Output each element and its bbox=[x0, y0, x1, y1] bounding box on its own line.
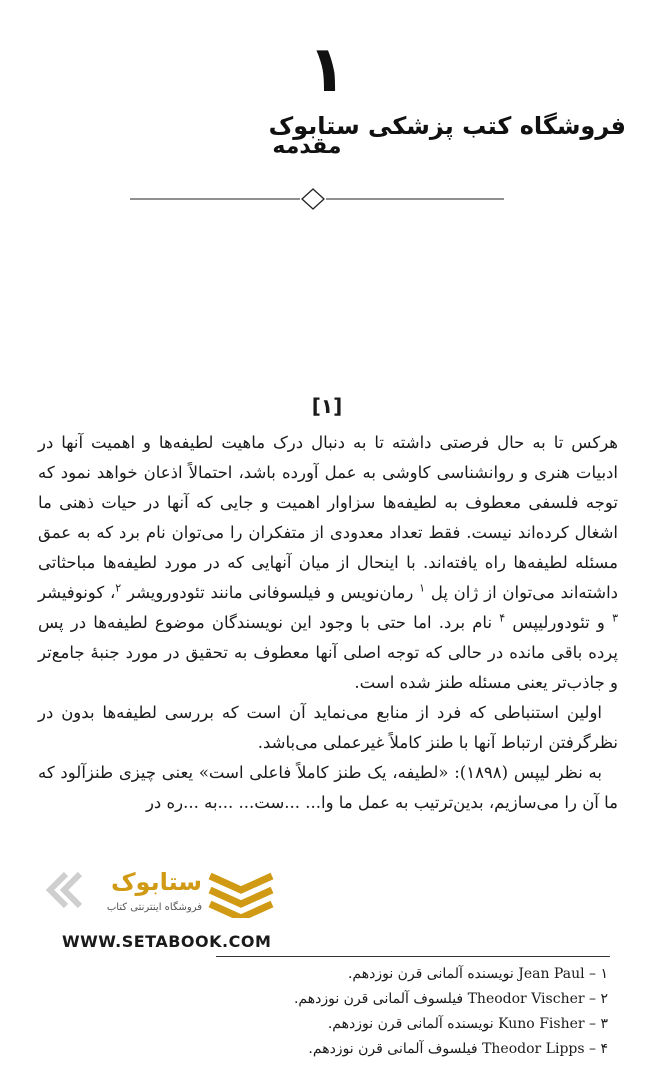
footnote-ref-3[interactable]: ۳ bbox=[612, 611, 619, 625]
store-title: فروشگاه کتب پزشکی ستابوک bbox=[268, 112, 626, 140]
footnote-name: Theodor Vischer bbox=[467, 991, 585, 1007]
footnotes bbox=[188, 962, 608, 1062]
section-heading: [۱] bbox=[311, 394, 343, 418]
chevrons-icon bbox=[36, 868, 88, 912]
footnote-ref-2[interactable]: ۲ bbox=[115, 581, 122, 595]
footnote-text: نویسنده آلمانی قرن نوزدهم. bbox=[347, 966, 514, 982]
footnote-name: Jean Paul bbox=[518, 966, 585, 982]
footnote-number: ۲ – bbox=[589, 991, 608, 1007]
watermark-tagline: فروشگاه اینترنتی کتاب bbox=[106, 902, 202, 913]
footnote-text: نویسنده آلمانی قرن نوزدهم. bbox=[327, 1016, 494, 1032]
watermark-brand: ستابوک bbox=[110, 868, 202, 896]
footnote-name: Kuno Fisher bbox=[498, 1016, 585, 1032]
footnote-text: فیلسوف آلمانی قرن نوزدهم. bbox=[293, 991, 464, 1007]
paragraph-1-text-5: نام برد. اما حتی با وجود این نویسندگان موضوع لطیفه‌ها در پس پرده باقی مانده در حالی که توجه اصلی آنها معطوف به تحقیق در مورد جنبهٔ جامع‌تر و جاذب‌تر یعنی مسئله طنز شده است. bbox=[38, 613, 618, 692]
watermark-url[interactable]: WWW.SETABOOK.COM bbox=[62, 932, 272, 951]
footnote-ref-1[interactable]: ۱ bbox=[419, 581, 426, 595]
setabook-logo-icon bbox=[206, 868, 276, 918]
paragraph-1-text: هرکس تا به حال فرصتی داشته تا به دنبال درک ماهیت لطیفه‌ها و اهمیت آنها در ادبیات هنری و روانشناسی کاوشی به عمل آورده باشد، احتمالاً اذعان خواهد نمود که توجه فلسفی معطوف به لطیفه‌ها سزاوار اهمیت و جایی که آنها در حیات ذهنی ما اشغال کرده‌اند نیست. فقط تعداد معدودی از متفکران را می‌توان نام برد که به عمق مسئله لطیفه‌ها راه یافته‌اند. با اینحال از میان آنهایی که در مورد لطیفه‌ها مباحثاتی داشته‌اند می‌توان از ژان پل bbox=[38, 433, 619, 602]
chapter-number: ۱ bbox=[307, 33, 347, 107]
footnote-text: فیلسوف آلمانی قرن نوزدهم. bbox=[308, 1041, 478, 1057]
footnote-2 bbox=[188, 987, 608, 1012]
footnote-number: ۴ – bbox=[589, 1041, 608, 1057]
footnote-name: Theodor Lipps bbox=[482, 1041, 585, 1057]
footnote-number: ۱ – bbox=[589, 966, 608, 982]
paragraph-1-text-4: و تئودورلیپس bbox=[512, 613, 605, 632]
watermark bbox=[36, 862, 286, 928]
footnote-4 bbox=[188, 1037, 608, 1062]
paragraph-3: به نظر لیپس (۱۸۹۸): «لطیفه، یک طنز کاملاً فاعلی است» یعنی چیزی طنزآلود که ما آن را می‌سازیم، بدین‌ترتیب به عمل ما وا... ...ست... ...به ...ره در bbox=[38, 763, 618, 812]
body-text bbox=[38, 428, 618, 818]
footnote-1 bbox=[188, 962, 608, 987]
paragraph-1-text-2: رمان‌نویس و فیلسوفانی مانند تئودورویشر bbox=[126, 583, 414, 602]
footnote-number: ۳ – bbox=[589, 1016, 608, 1032]
footnote-3 bbox=[188, 1012, 608, 1037]
footnote-ref-4[interactable]: ۴ bbox=[499, 611, 506, 625]
chapter-title: مقدمه bbox=[272, 134, 342, 159]
paragraph-2: اولین استنباطی که فرد از منابع می‌نماید آن است که بررسی لطیفه‌ها بدون در نظرگرفتن ارتباط آنها با طنز کاملاً غیرعملی می‌باشد. bbox=[38, 703, 618, 752]
paragraph-1-text-3: ، کونوفیشر bbox=[38, 583, 116, 602]
paragraph-1 bbox=[38, 428, 618, 698]
footnote-divider bbox=[216, 956, 610, 957]
title-ornament-divider bbox=[130, 188, 504, 210]
